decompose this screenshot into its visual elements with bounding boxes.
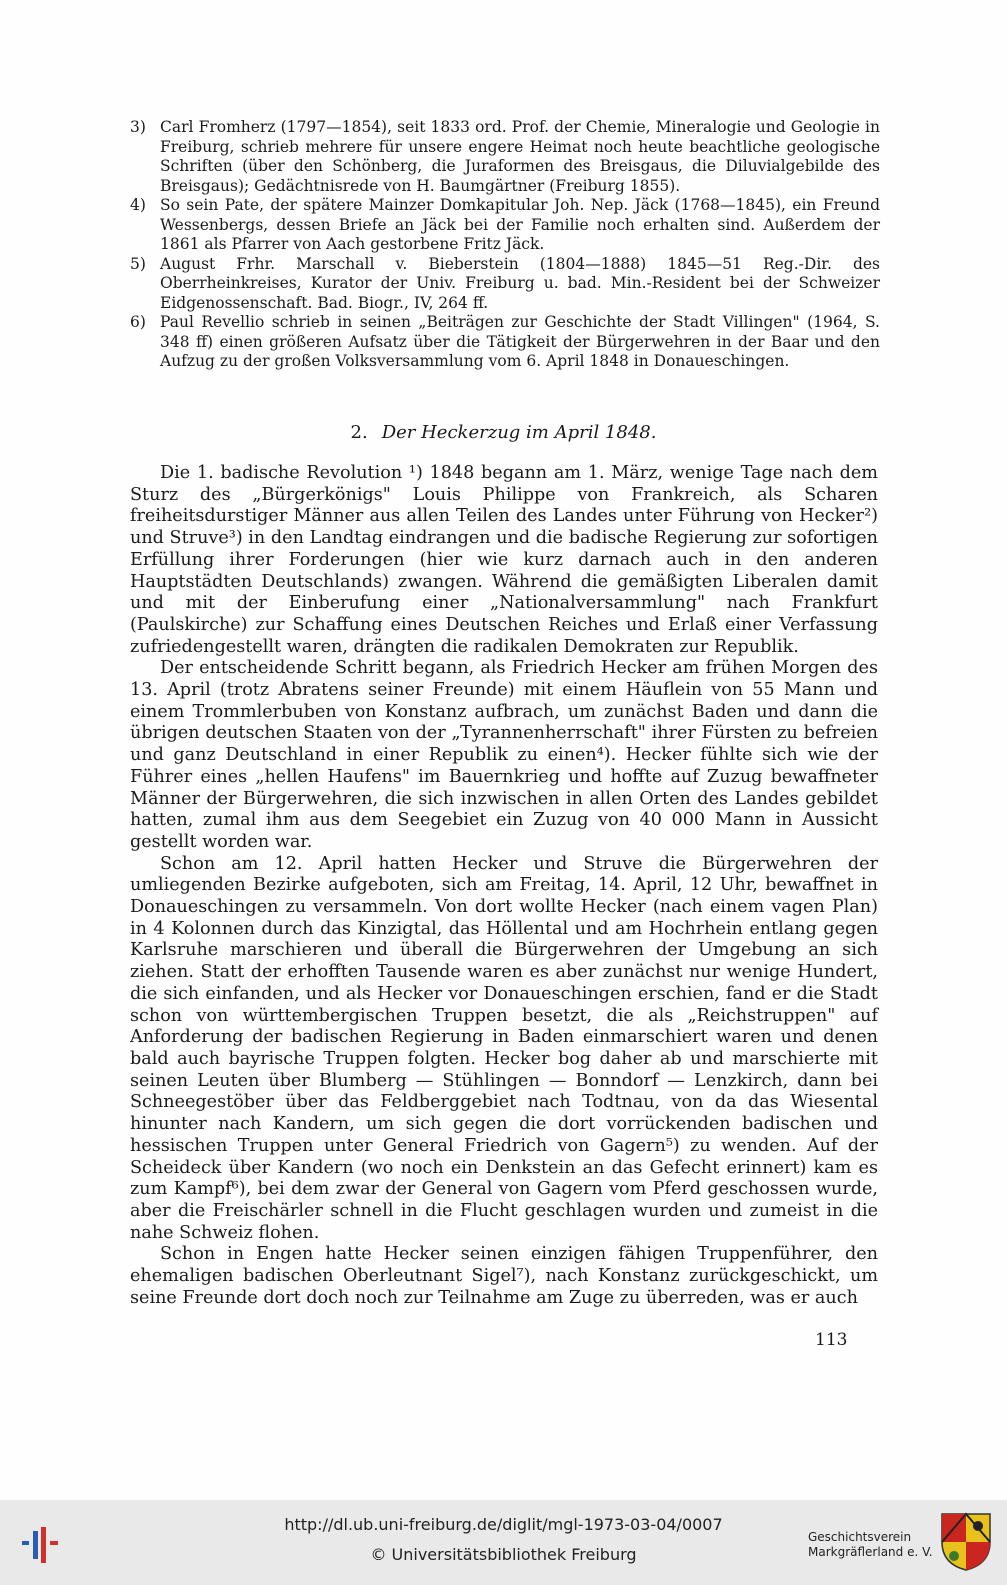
footnotes: [130, 118, 880, 372]
organization-name: [808, 1530, 938, 1560]
organization-line-2: Markgräflerland e. V.: [808, 1545, 933, 1559]
paragraph: Schon am 12. April hatten Hecker und Struve die Bürgerwehren der umliegenden Bezirke aufgeboten, sich am Freitag, 14. April, 12 Uhr, bewaffnet in Donaueschingen zu versammeln. Von dort wollte Hecker (nach einem vagen Plan) in 4 Kolonnen durch das Kinzigtal, das Höllental und am Hochrhein entlang gegen Karlsruhe marschieren und überall die Bürgerwehren der Umgebung an sich ziehen. Statt der erhofften Tausende waren es aber zunächst nur wenige Hundert, die sich einfanden, und als Hecker vor Donaueschingen erschien, fand er die Stadt schon von württembergischen Truppen besetzt, die als „Reichstruppen" auf Anforderung der badischen Regierung in Baden einmarschiert waren und denen bald auch bayrische Truppen folgten. Hecker bog daher ab und marschierte mit seinen Leuten über Blumberg — Stühlingen — Bonndorf — Lenzkirch, dann bei Schneegestöber über das Feldberggebiet nach Todtnau, von da das Wiesental hinunter nach Kandern, um sich gegen die dort vorrückenden badischen und hessischen Truppen unter General Friedrich von Gagern⁵) zu wenden. Auf der Scheideck über Kandern (wo noch ein Denkstein an das Gefecht erinnert) kam es zum Kampf⁶), bei dem zwar der General von Gagern vom Pferd geschossen wurde, aber die Freischärler schnell in die Flucht geschlagen wurden und zumeist in die nahe Schweiz flohen.: [130, 853, 878, 1243]
coat-of-arms-icon: [940, 1512, 992, 1572]
footnote-number: 5): [130, 254, 146, 273]
footnote-text: August Frhr. Marschall v. Bieberstein (1804—1888) 1845—51 Reg.-Dir. des Oberrheinkreises, Kurator der Univ. Freiburg u. bad. Min.-Resident bei der Schweizer Eidgenossenschaft. Bad. Biogr., IV, 264 ff.: [160, 254, 880, 312]
paragraph: Der entscheidende Schritt begann, als Friedrich Hecker am frühen Morgen des 13. April (trotz Abratens seiner Freunde) mit einem Häuflein von 55 Mann und einem Trommlerbuben von Konstanz aufbrach, um zunächst Baden und dann die übrigen deutschen Staaten von der „Tyrannenherrschaft" ihrer Fürsten zu befreien und ganz Deutschland in einer Republik zu einen⁴). Hecker fühlte sich wie der Führer eines „hellen Haufens" im Bauernkrieg und hoffte auf Zuzug bewaffneter Männer der Bürgerwehren, die sich inzwischen in allen Orten des Landes gebildet hatten, zumal ihm aus dem Seegebiet ein Zuzug von 40 000 Mann in Aussicht gestellt worden war.: [130, 658, 878, 852]
section-number: 2.: [350, 422, 368, 443]
copyright-text: © Universitätsbibliothek Freiburg: [370, 1545, 637, 1564]
section-title: Der Heckerzug im April 1848.: [381, 422, 657, 443]
paragraph: Schon in Engen hatte Hecker seinen einzigen fähigen Truppenführer, den ehemaligen badischen Oberleutnant Sigel⁷), nach Konstanz zurückgeschickt, um seine Freunde dort doch noch zur Teilnahme am Zuge zu überreden, was er auch: [130, 1244, 878, 1308]
footnote-4: [130, 196, 880, 255]
paragraph: Die 1. badische Revolution ¹) 1848 begann am 1. März, wenige Tage nach dem Sturz des „Bürgerkönigs" Louis Philippe von Frankreich, als Scharen freiheitsdurstiger Männer aus allen Teilen des Landes unter Führung von Hecker²) und Struve³) in den Landtag eindrangen und die badische Regierung zur sofortigen Erfüllung ihrer Forderungen (hier wie kurz darnach auch in den anderen Hauptstädten Deutschlands) zwangen. Während die gemäßigten Liberalen damit und mit der Einberufung einer „Nationalversammlung" nach Frankfurt (Paulskirche) zur Schaffung eines Deutschen Reiches und Erlaß einer Verfassung zufriedengestellt waren, drängten die radikalen Demokraten zur Republik.: [130, 463, 878, 657]
footnote-6: [130, 313, 880, 372]
footnote-5: [130, 255, 880, 314]
footnote-number: 3): [130, 118, 146, 136]
footnote-text: So sein Pate, der spätere Mainzer Domkapitular Joh. Nep. Jäck (1768—1845), ein Freund Wessenbergs, dessen Briefe an Jäck bei der Familie noch erhalten sind. Außerdem der 1861 als Pfarrer von Aach gestorbene Fritz Jäck.: [160, 196, 880, 253]
footnote-number: 4): [130, 196, 146, 214]
footnote-number: 6): [130, 313, 146, 331]
document-url-link[interactable]: http://dl.ub.uni-freiburg.de/diglit/mgl-1973-03-04/0007: [284, 1515, 723, 1534]
footnote-text: Carl Fromherz (1797—1854), seit 1833 ord. Prof. der Chemie, Mineralogie und Geologie in Freiburg, schrieb mehrere für unsere engere Heimat noch heute beachtliche geologische Schriften (über den Schönberg, die Juraformen des Breisgaus, die Diluvialgebilde des Breisgaus); Gedächtnisrede von H. Baumgärtner (Freiburg 1855).: [160, 118, 880, 195]
page-number: 113: [815, 1330, 848, 1350]
section-heading: [0, 422, 1007, 443]
footnote-text: Paul Revellio schrieb in seinen „Beiträgen zur Geschichte der Stadt Villingen" (1964, S. 348 ff) einen größeren Aufsatz über die Tätigkeit der Bürgerwehren in der Baar und den Aufzug zu der großen Volksversammlung vom 6. April 1848 in Donaueschingen.: [160, 313, 880, 370]
body-text: [130, 463, 878, 1309]
organization-line-1: Geschichtsverein: [808, 1530, 912, 1544]
footnote-3: [130, 118, 880, 196]
